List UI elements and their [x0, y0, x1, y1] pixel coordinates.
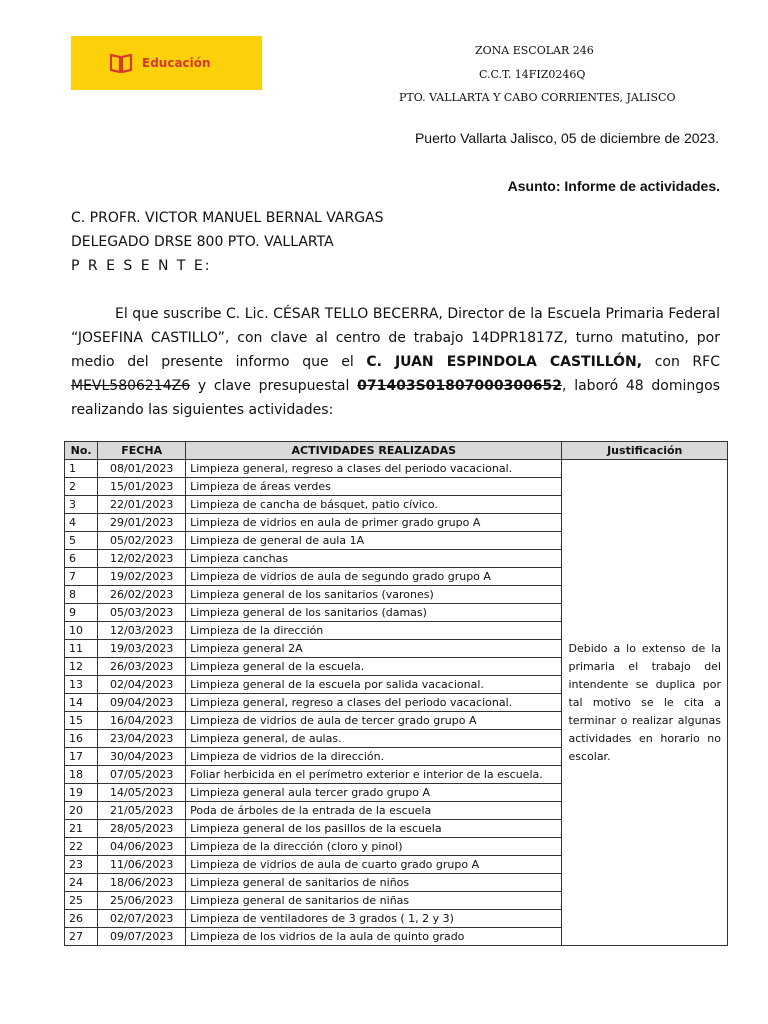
header-activities: ACTIVIDADES REALIZADAS	[186, 442, 562, 460]
row-number: 19	[65, 784, 98, 802]
row-date: 18/06/2023	[98, 874, 186, 892]
row-date: 14/05/2023	[98, 784, 186, 802]
row-activity: Limpieza de áreas verdes	[186, 478, 562, 496]
document-subject: Asunto: Informe de actividades.	[507, 178, 720, 194]
row-activity: Limpieza canchas	[186, 550, 562, 568]
row-date: 25/06/2023	[98, 892, 186, 910]
table-header-row	[65, 442, 728, 460]
row-activity: Limpieza general 2A	[186, 640, 562, 658]
justification-cell: Debido a lo extenso de la primaria el trabajo del intendente se duplica por tal motivo se le cita a terminar o realizar algunas actividades en horario no escolar.	[562, 460, 728, 946]
employee-rfc: MEVL5806214Z6	[71, 378, 191, 394]
row-number: 1	[65, 460, 98, 478]
row-activity: Poda de árboles de la entrada de la escuela	[186, 802, 562, 820]
row-date: 07/05/2023	[98, 766, 186, 784]
recipient-title: DELEGADO DRSE 800 PTO. VALLARTA	[71, 234, 334, 250]
row-date: 26/02/2023	[98, 586, 186, 604]
row-date: 19/03/2023	[98, 640, 186, 658]
row-number: 11	[65, 640, 98, 658]
row-number: 9	[65, 604, 98, 622]
row-number: 21	[65, 820, 98, 838]
body-text-2: con RFC	[642, 354, 720, 370]
recipient-name: C. PROFR. VICTOR MANUEL BERNAL VARGAS	[71, 210, 384, 226]
row-date: 09/07/2023	[98, 928, 186, 946]
row-activity: Limpieza general de los sanitarios (damas)	[186, 604, 562, 622]
row-number: 5	[65, 532, 98, 550]
row-date: 05/02/2023	[98, 532, 186, 550]
activities-table	[64, 441, 728, 946]
row-date: 19/02/2023	[98, 568, 186, 586]
row-number: 23	[65, 856, 98, 874]
header-justification: Justificación	[562, 442, 728, 460]
row-activity: Limpieza de vidrios de aula de cuarto grado grupo A	[186, 856, 562, 874]
table-row	[65, 460, 728, 478]
row-number: 3	[65, 496, 98, 514]
row-activity: Limpieza de vidrios de la dirección.	[186, 748, 562, 766]
row-number: 4	[65, 514, 98, 532]
header-zone: ZONA ESCOLAR 246	[475, 44, 594, 57]
row-number: 10	[65, 622, 98, 640]
row-activity: Foliar herbicida en el perímetro exterior e interior de la escuela.	[186, 766, 562, 784]
education-logo	[71, 36, 262, 90]
row-activity: Limpieza de vidrios de aula de tercer grado grupo A	[186, 712, 562, 730]
row-number: 22	[65, 838, 98, 856]
recipient-present: P R E S E N T E:	[71, 258, 212, 274]
row-date: 16/04/2023	[98, 712, 186, 730]
row-number: 24	[65, 874, 98, 892]
row-activity: Limpieza general, de aulas.	[186, 730, 562, 748]
row-number: 17	[65, 748, 98, 766]
row-activity: Limpieza de general de aula 1A	[186, 532, 562, 550]
row-date: 29/01/2023	[98, 514, 186, 532]
row-activity: Limpieza general de la escuela.	[186, 658, 562, 676]
row-number: 16	[65, 730, 98, 748]
row-date: 30/04/2023	[98, 748, 186, 766]
row-activity: Limpieza general de sanitarios de niñas	[186, 892, 562, 910]
body-paragraph	[71, 302, 720, 422]
document-date: Puerto Vallarta Jalisco, 05 de diciembre de 2023.	[414, 130, 719, 146]
row-date: 26/03/2023	[98, 658, 186, 676]
row-number: 2	[65, 478, 98, 496]
row-activity: Limpieza de los vidrios de la aula de quinto grado	[186, 928, 562, 946]
row-activity: Limpieza general, regreso a clases del periodo vacacional.	[186, 694, 562, 712]
row-date: 08/01/2023	[98, 460, 186, 478]
row-date: 23/04/2023	[98, 730, 186, 748]
row-date: 22/01/2023	[98, 496, 186, 514]
row-date: 21/05/2023	[98, 802, 186, 820]
row-number: 13	[65, 676, 98, 694]
row-activity: Limpieza general, regreso a clases del periodo vacacional.	[186, 460, 562, 478]
row-activity: Limpieza general de sanitarios de niños	[186, 874, 562, 892]
row-number: 18	[65, 766, 98, 784]
row-number: 26	[65, 910, 98, 928]
row-date: 02/04/2023	[98, 676, 186, 694]
row-date: 12/03/2023	[98, 622, 186, 640]
row-activity: Limpieza de cancha de básquet, patio cívico.	[186, 496, 562, 514]
row-activity: Limpieza general de los sanitarios (varones)	[186, 586, 562, 604]
open-book-icon	[109, 52, 133, 74]
row-activity: Limpieza general de la escuela por salida vacacional.	[186, 676, 562, 694]
employee-budget-key: 071403S01807000300652	[357, 378, 563, 394]
row-activity: Limpieza de ventiladores de 3 grados ( 1, 2 y 3)	[186, 910, 562, 928]
row-number: 25	[65, 892, 98, 910]
header-date: FECHA	[98, 442, 186, 460]
row-activity: Limpieza general de los pasillos de la escuela	[186, 820, 562, 838]
row-date: 09/04/2023	[98, 694, 186, 712]
row-activity: Limpieza de vidrios de aula de segundo grado grupo A	[186, 568, 562, 586]
row-activity: Limpieza de la dirección (cloro y pinol)	[186, 838, 562, 856]
row-date: 28/05/2023	[98, 820, 186, 838]
body-text-4: , laboró 48 domingos realizando las siguientes actividades:	[71, 378, 720, 418]
body-text-1: El que suscribe C. Lic. CÉSAR TELLO BECERRA, Director de la Escuela Primaria Federal “JOSEFINA CASTILLO”, con clave al centro de trabajo 14DPR1817Z, turno matutino, por medio del presente informo que el	[71, 306, 720, 370]
row-number: 6	[65, 550, 98, 568]
row-number: 20	[65, 802, 98, 820]
logo-label: Educación	[142, 56, 211, 70]
row-date: 05/03/2023	[98, 604, 186, 622]
header-location: PTO. VALLARTA Y CABO CORRIENTES, JALISCO	[399, 91, 676, 104]
row-activity: Limpieza general aula tercer grado grupo A	[186, 784, 562, 802]
row-number: 7	[65, 568, 98, 586]
row-number: 8	[65, 586, 98, 604]
header-cct: C.C.T. 14FIZ0246Q	[479, 68, 586, 81]
employee-name: C. JUAN ESPINDOLA CASTILLÓN,	[366, 354, 643, 370]
row-activity: Limpieza de la dirección	[186, 622, 562, 640]
row-date: 02/07/2023	[98, 910, 186, 928]
row-date: 15/01/2023	[98, 478, 186, 496]
body-text-3: y clave presupuestal	[190, 378, 358, 394]
row-number: 27	[65, 928, 98, 946]
row-date: 11/06/2023	[98, 856, 186, 874]
row-number: 14	[65, 694, 98, 712]
row-number: 12	[65, 658, 98, 676]
row-activity: Limpieza de vidrios en aula de primer grado grupo A	[186, 514, 562, 532]
row-date: 12/02/2023	[98, 550, 186, 568]
header-no: No.	[65, 442, 98, 460]
row-number: 15	[65, 712, 98, 730]
row-date: 04/06/2023	[98, 838, 186, 856]
